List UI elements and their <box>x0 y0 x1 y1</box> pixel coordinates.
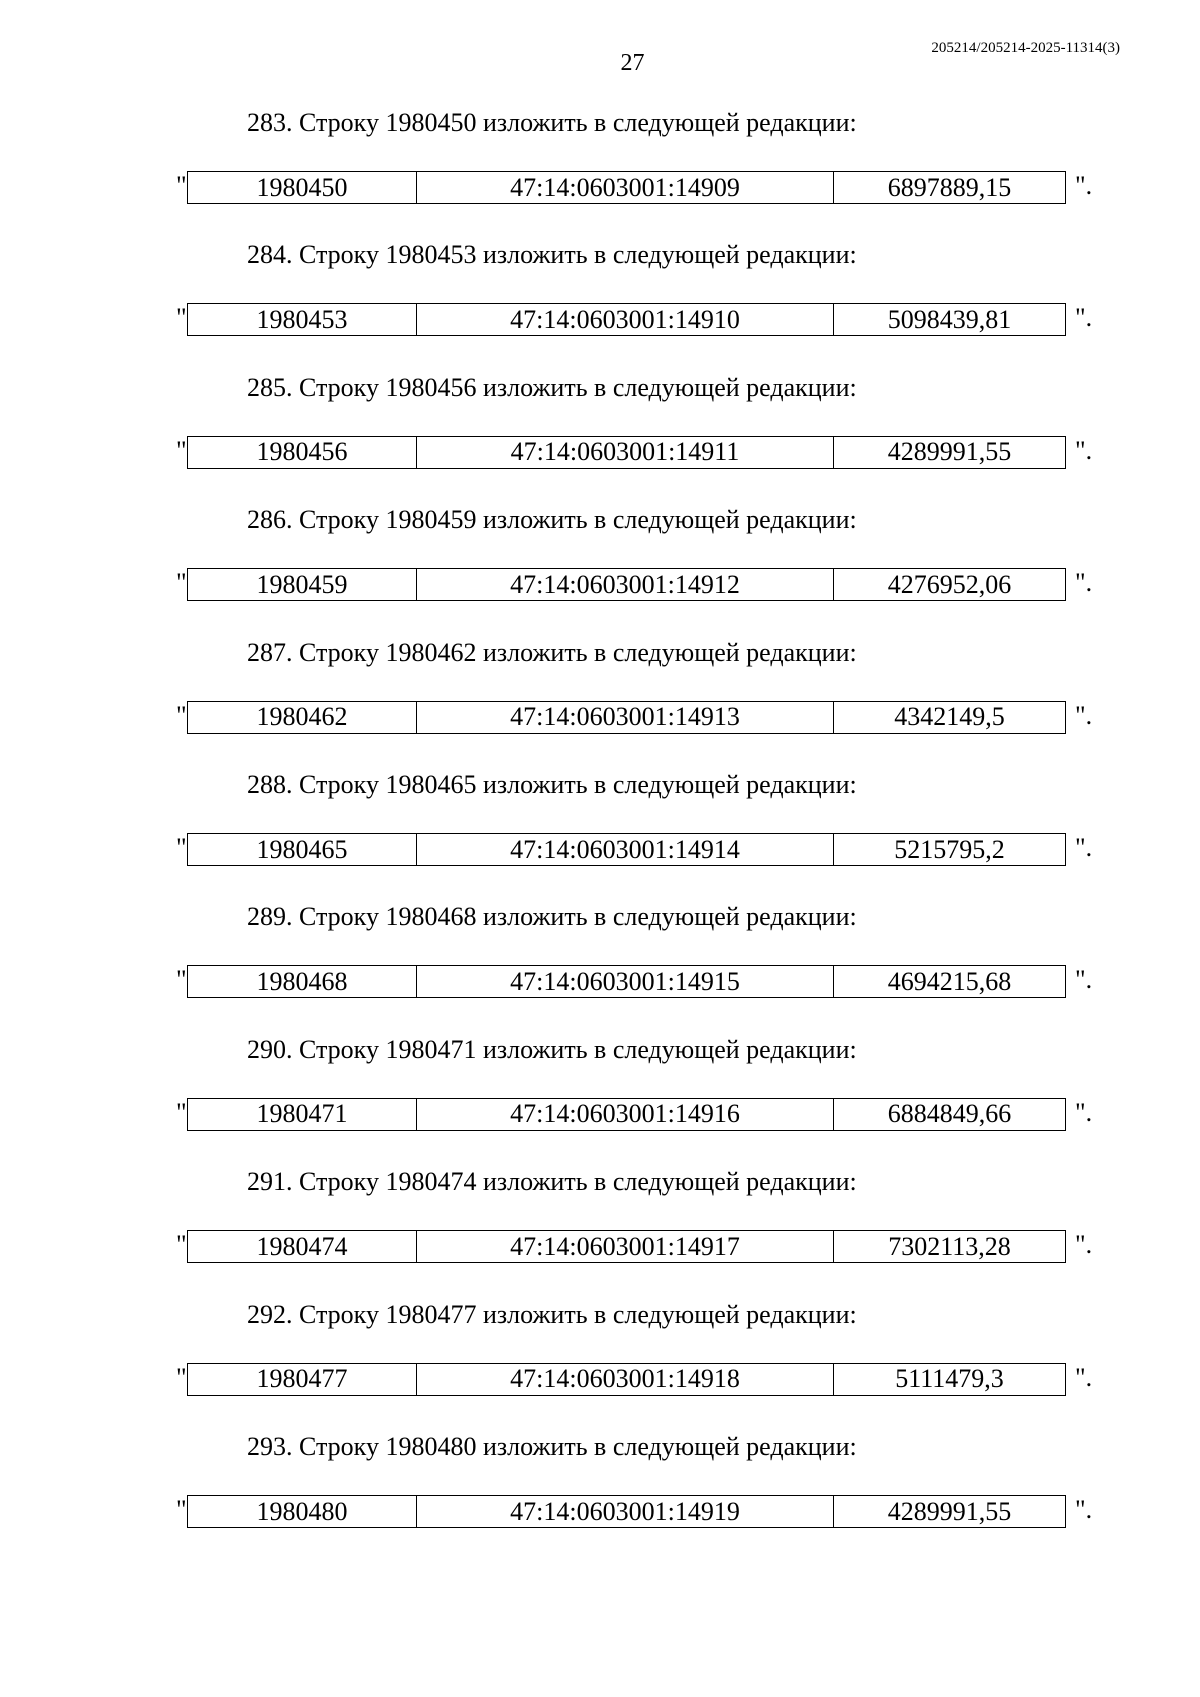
table-row <box>188 1231 1066 1263</box>
table-row <box>188 1098 1066 1130</box>
value-cell: 5111479,3 <box>834 1363 1066 1395</box>
opening-quote: " <box>176 700 187 730</box>
amendment-entry <box>0 1432 1200 1564</box>
cadastral-number-cell: 47:14:0603001:14910 <box>417 304 834 336</box>
closing-quote: ". <box>1075 700 1093 730</box>
closing-quote: ". <box>1075 1097 1093 1127</box>
cadastral-number-cell: 47:14:0603001:14909 <box>417 172 834 204</box>
page-number: 27 <box>620 50 645 76</box>
value-cell: 6897889,15 <box>834 172 1066 204</box>
amendment-instruction: 286. Строку 1980459 изложить в следующей редакции: <box>247 505 857 535</box>
amendment-entry <box>0 108 1200 240</box>
amendment-entry <box>0 373 1200 505</box>
row-number-cell: 1980459 <box>188 569 417 601</box>
cadastral-number-cell: 47:14:0603001:14918 <box>417 1363 834 1395</box>
amendment-entry <box>0 505 1200 637</box>
amendment-instruction: 290. Строку 1980471 изложить в следующей редакции: <box>247 1034 857 1064</box>
table-row <box>188 834 1066 866</box>
value-cell: 7302113,28 <box>834 1231 1066 1263</box>
opening-quote: " <box>176 1362 187 1392</box>
cadastral-number-cell: 47:14:0603001:14911 <box>417 436 834 468</box>
table-row <box>188 701 1066 733</box>
closing-quote: ". <box>1075 1230 1093 1260</box>
closing-quote: ". <box>1075 435 1093 465</box>
amendment-instruction: 287. Строку 1980462 изложить в следующей редакции: <box>247 637 857 667</box>
amendment-entry <box>0 770 1200 902</box>
table-row <box>188 304 1066 336</box>
amendment-instruction: 289. Строку 1980468 изложить в следующей редакции: <box>247 902 857 932</box>
cadastral-number-cell: 47:14:0603001:14917 <box>417 1231 834 1263</box>
cadastral-number-cell: 47:14:0603001:14916 <box>417 1098 834 1130</box>
value-cell: 4694215,68 <box>834 966 1066 998</box>
amendment-entry <box>0 1167 1200 1299</box>
value-cell: 4342149,5 <box>834 701 1066 733</box>
amendment-entry <box>0 240 1200 372</box>
value-cell: 5215795,2 <box>834 834 1066 866</box>
amended-row-table <box>187 1363 1066 1396</box>
table-row <box>188 1363 1066 1395</box>
amendment-instruction: 288. Строку 1980465 изложить в следующей редакции: <box>247 770 857 799</box>
opening-quote: " <box>176 568 187 598</box>
amended-row-table <box>187 303 1066 336</box>
row-number-cell: 1980474 <box>188 1231 417 1263</box>
closing-quote: ". <box>1075 171 1093 200</box>
amended-row-table <box>187 1098 1066 1131</box>
table-row <box>188 1496 1066 1528</box>
closing-quote: ". <box>1075 1495 1093 1524</box>
table-row <box>188 436 1066 468</box>
closing-quote: ". <box>1075 1362 1093 1392</box>
value-cell: 5098439,81 <box>834 304 1066 336</box>
amendment-instruction: 285. Строку 1980456 изложить в следующей редакции: <box>247 372 857 402</box>
amendment-instruction: 291. Строку 1980474 изложить в следующей редакции: <box>247 1167 857 1197</box>
row-number-cell: 1980453 <box>188 304 417 336</box>
cadastral-number-cell: 47:14:0603001:14912 <box>417 569 834 601</box>
cadastral-number-cell: 47:14:0603001:14915 <box>417 966 834 998</box>
opening-quote: " <box>176 303 187 333</box>
cadastral-number-cell: 47:14:0603001:14919 <box>417 1496 834 1528</box>
amended-row-table <box>187 833 1066 866</box>
closing-quote: ". <box>1075 833 1093 862</box>
amendment-instruction: 284. Строку 1980453 изложить в следующей редакции: <box>247 240 857 270</box>
amendment-entry <box>0 1035 1200 1167</box>
cadastral-number-cell: 47:14:0603001:14914 <box>417 834 834 866</box>
row-number-cell: 1980480 <box>188 1496 417 1528</box>
table-row <box>188 569 1066 601</box>
value-cell: 6884849,66 <box>834 1098 1066 1130</box>
amendment-entry <box>0 638 1200 770</box>
opening-quote: " <box>176 435 187 465</box>
value-cell: 4289991,55 <box>834 436 1066 468</box>
closing-quote: ". <box>1075 568 1093 598</box>
row-number-cell: 1980462 <box>188 701 417 733</box>
row-number-cell: 1980465 <box>188 834 417 866</box>
opening-quote: " <box>176 965 187 995</box>
value-cell: 4276952,06 <box>834 569 1066 601</box>
table-row <box>188 172 1066 204</box>
row-number-cell: 1980468 <box>188 966 417 998</box>
amended-row-table <box>187 1495 1066 1528</box>
amendment-instruction: 283. Строку 1980450 изложить в следующей редакции: <box>247 108 857 137</box>
amended-row-table <box>187 1230 1066 1263</box>
row-number-cell: 1980450 <box>188 172 417 204</box>
amendment-instruction: 292. Строку 1980477 изложить в следующей редакции: <box>247 1299 857 1329</box>
row-number-cell: 1980471 <box>188 1098 417 1130</box>
cadastral-number-cell: 47:14:0603001:14913 <box>417 701 834 733</box>
amendment-instruction: 293. Строку 1980480 изложить в следующей редакции: <box>247 1432 857 1461</box>
row-number-cell: 1980477 <box>188 1363 417 1395</box>
opening-quote: " <box>176 1230 187 1260</box>
opening-quote: " <box>176 171 187 200</box>
amended-row-table <box>187 965 1066 998</box>
amended-row-table <box>187 171 1066 204</box>
row-number-cell: 1980456 <box>188 436 417 468</box>
opening-quote: " <box>176 833 187 862</box>
amendment-entry <box>0 1300 1200 1432</box>
opening-quote: " <box>176 1495 187 1524</box>
closing-quote: ". <box>1075 303 1093 333</box>
closing-quote: ". <box>1075 965 1093 995</box>
value-cell: 4289991,55 <box>834 1496 1066 1528</box>
amended-row-table <box>187 568 1066 601</box>
amended-row-table <box>187 701 1066 734</box>
table-row <box>188 966 1066 998</box>
opening-quote: " <box>176 1097 187 1127</box>
amendment-entry <box>0 902 1200 1034</box>
amended-row-table <box>187 436 1066 469</box>
document-id: 205214/205214-2025-11314(3) <box>931 40 1120 56</box>
